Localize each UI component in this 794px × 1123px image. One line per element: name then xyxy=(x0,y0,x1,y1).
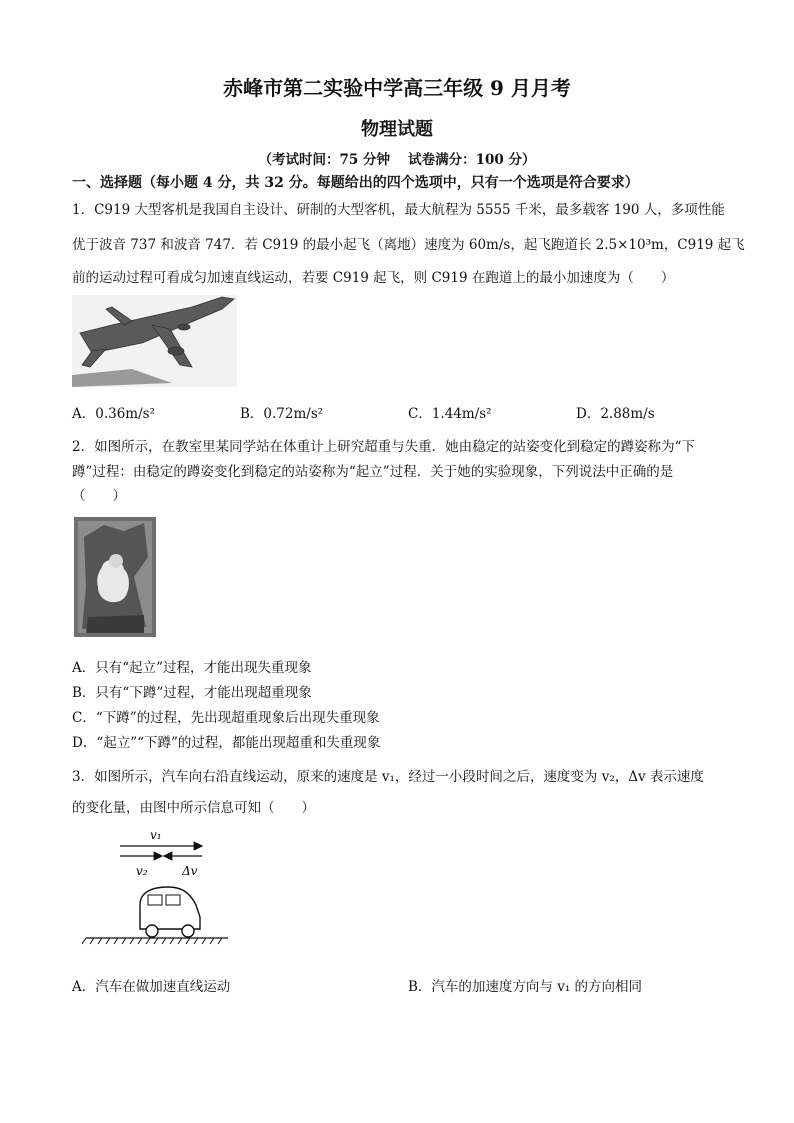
airplane-figure xyxy=(72,295,237,387)
student-photo-figure xyxy=(74,517,156,637)
delta-v-label: Δv xyxy=(182,864,198,878)
q3-line2: 的变化量，由图中所示信息可知（ ） xyxy=(72,800,315,816)
q1-option-d[interactable]: D．2.88m/s xyxy=(576,406,655,422)
q3-option-a[interactable]: A．汽车在做加速直线运动 xyxy=(72,979,231,995)
subject-title: 物理试题 xyxy=(361,119,433,140)
section-heading: 一、选择题（每小题 4 分，共 32 分。每题给出的四个选项中，只有一个选项是符合要求） xyxy=(72,175,639,191)
car-velocity-figure xyxy=(82,825,232,947)
q2-option-c[interactable]: C．“下蹲”的过程，先出现超重现象后出现失重现象 xyxy=(72,710,380,726)
q2-line2: 蹲”过程：由稳定的蹲姿变化到稳定的站姿称为“起立”过程．关于她的实验现象，下列说法中正确的是 xyxy=(72,464,674,480)
q1-line3: 前的运动过程可看成匀加速直线运动，若要 C919 起飞，则 C919 在跑道上的最小加速度为（ ） xyxy=(72,270,675,286)
q2-option-d[interactable]: D．“起立”“下蹲”的过程，都能出现超重和失重现象 xyxy=(72,735,381,751)
q2-line1: 2．如图所示，在教室里某同学站在体重计上研究超重与失重．她由稳定的站姿变化到稳定的蹲姿称为“下 xyxy=(72,439,695,455)
q2-option-a[interactable]: A．只有“起立”过程，才能出现失重现象 xyxy=(72,660,312,676)
v2-label: v₂ xyxy=(136,864,148,878)
v1-label: v₁ xyxy=(150,828,162,842)
q1-line1: 1．C919 大型客机是我国自主设计、研制的大型客机，最大航程为 5555 千米，最多载客 190 人，多项性能 xyxy=(72,202,725,218)
q1-option-b[interactable]: B．0.72m/s² xyxy=(240,406,324,422)
q1-option-c[interactable]: C．1.44m/s² xyxy=(408,406,492,422)
q3-line1: 3．如图所示，汽车向右沿直线运动，原来的速度是 v₁，经过一小段时间之后，速度变为 v₂，Δv 表示速度 xyxy=(72,769,704,785)
q3-option-b[interactable]: B．汽车的加速度方向与 v₁ 的方向相同 xyxy=(408,979,643,995)
q1-line2: 优于波音 737 和波音 747．若 C919 的最小起飞（离地）速度为 60m/s，起飞跑道长 2.5×10³m，C919 起飞 xyxy=(72,237,745,253)
q2-line3: （ ） xyxy=(72,488,126,504)
q1-option-a[interactable]: A．0.36m/s² xyxy=(72,406,155,422)
q2-option-b[interactable]: B．只有“下蹲”过程，才能出现超重现象 xyxy=(72,685,312,701)
exam-info: （考试时间：75 分钟 试卷满分：100 分） xyxy=(258,152,536,168)
car-icon xyxy=(140,887,200,937)
exam-title: 赤峰市第二实验中学高三年级 9 月月考 xyxy=(223,76,571,100)
